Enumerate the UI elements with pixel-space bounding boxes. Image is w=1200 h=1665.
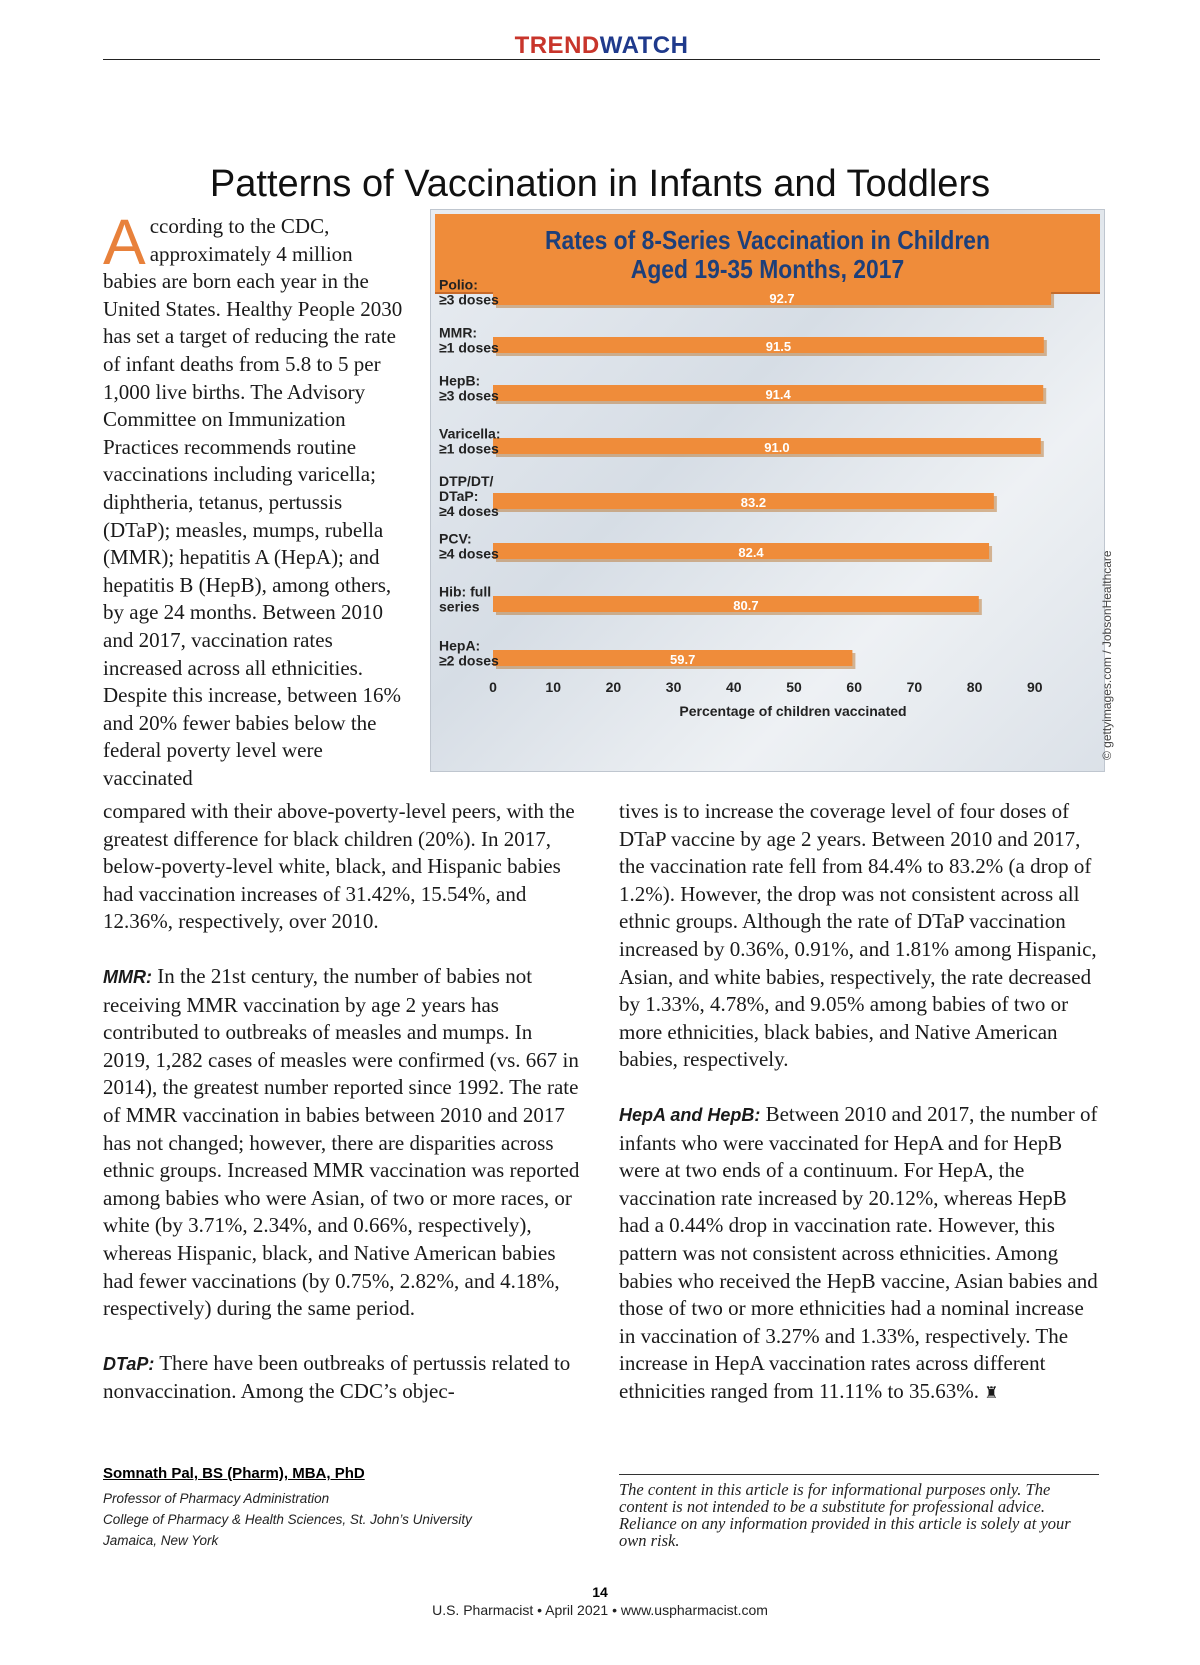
vaccination-bar-chart [430, 209, 1105, 772]
mmr-text: In the 21st century, the number of babies not receiving MMR vaccination by age 2 years has contributed to outbreaks of measles and mumps. In 2019, 1,282 cases of measles were confirmed (vs. 667 in 2014), the greatest number reported since 1992. The rate of MMR vaccination in babies between 2010 and 2017 has not changed; however, there are disparities across ethnic groups. Increased MMR vaccination was reported among babies who were Asian, of two or more races, or white (by 3.71%, 2.34%, and 0.66%, respectively), whereas Hispanic, black, and Native American babies had fewer vaccinations (by 0.75%, 2.82%, and 4.18%, respectively) during the same period. [103, 963, 580, 1321]
dtap-continued: tives is to increase the coverage level of four doses of DTaP vaccine by age 2 years. Between 2010 and 2017, the vaccination rate fell from 84.4% to 83.2% (a drop of 1.2%). However, the drop was not consistent across all ethnic groups. Although the rate of DTaP vaccination increased by 0.36%, 0.91%, and 1.81% among Hispanic, Asian, and white babies, respectively, the rate decreased by 1.33%, 4.78%, and 9.05% among babies of two or more ethnicities, black babies, and Native American babies, respectively. [619, 799, 1097, 1072]
category-label: ≥2 doses [439, 652, 499, 669]
intro-continued: compared with their above-poverty-level peers, with the greatest difference for black children (20%). In 2017, below-poverty-level white, black, and Hispanic babies had vaccination increases of 31.42%, 15.54%, and 12.36%, respectively, over 2010. [103, 799, 575, 934]
drop-cap: A [103, 206, 146, 278]
chart-title-line-2: Aged 19-35 Months, 2017 [630, 254, 905, 284]
hep-text: Between 2010 and 2017, the number of infants who were vaccinated for HepA and for HepB were at two ends of a continuum. For HepA, the vaccination rate increased by 20.12%, whereas HepB had a 0.44% drop in vaccination rate. However, this pattern was not consistent across ethnicities. Among babies who received the HepB vaccine, Asian babies and those of two or more ethnicities had a nominal increase in vaccination of 3.27% and 1.33%, respectively. The increase in HepA vaccination rates across different ethnicities ranged from 11.11% to 35.63%. [619, 1101, 1098, 1403]
x-tick-label: 70 [906, 679, 923, 695]
category-label: MMR: [439, 324, 478, 341]
image-credit: © gettyimages.com / JobsonHealthcare [1100, 550, 1114, 760]
x-tick-label: 20 [605, 679, 622, 695]
bar-value-label: 59.7 [670, 652, 696, 667]
author-name: Somnath Pal, BS (Pharm), MBA, PhD [103, 1465, 365, 1482]
x-axis-label: Percentage of children vaccinated [679, 703, 907, 719]
x-tick-label: 80 [966, 679, 983, 695]
x-tick-label: 60 [846, 679, 862, 695]
x-tick-label: 10 [545, 679, 561, 695]
brand-logo: TRENDWATCH [514, 32, 689, 59]
trendwatch-header [103, 30, 1100, 60]
category-label: series [439, 598, 480, 615]
category-label: DTP/DT/ [439, 473, 494, 489]
dtap-lead: DTaP: [103, 1353, 155, 1374]
mmr-section [103, 963, 581, 1323]
category-label: HepA: [439, 637, 481, 654]
bar-value-label: 83.2 [740, 495, 767, 510]
category-label: PCV: [439, 530, 472, 547]
mmr-lead: MMR: [103, 966, 152, 987]
left-column [103, 798, 581, 1433]
bar-value-label: 91.4 [765, 387, 791, 402]
bar-value-label: 91.5 [765, 339, 792, 354]
hep-lead: HepA and HepB: [619, 1104, 761, 1125]
end-mark-icon: ♜ [984, 1384, 999, 1402]
author-location: Jamaica, New York [103, 1533, 219, 1548]
intro-text: ccording to the CDC, approximately 4 million babies are born each year in the United States. Healthy People 2030 has set a target of reducing the rate of infant deaths from 5.8 to 5 per 1,000 live births. The Advisory Committee on Immunization Practices recommends routine vaccinations including varicella; diphtheria, tetanus, pertussis (DTaP); measles, mumps, rubella (MMR); hepatitis A (HepA); and hepatitis B (HepB), among others, by age 24 months. Between 2010 and 2017, vaccination rates increased across all ethnicities. Despite this increase, between 16% and 20% fewer babies below the federal poverty level were vaccinated [103, 214, 403, 790]
right-column [619, 798, 1099, 1434]
bar-value-label: 82.4 [738, 545, 764, 560]
chart-title-line-1: Rates of 8-Series Vaccination in Children [544, 225, 991, 255]
author-affiliation: College of Pharmacy & Health Sciences, St. John’s University [103, 1512, 472, 1527]
page-number: 14 [592, 1584, 608, 1600]
chart-plot [431, 210, 1104, 771]
bar-value-label: 91.0 [764, 440, 790, 455]
dtap-section [103, 1350, 581, 1406]
bar-value-label: 80.7 [733, 598, 759, 613]
x-tick-label: 30 [665, 679, 682, 695]
footer-line: U.S. Pharmacist • April 2021 • www.uspharmacist.com [432, 1602, 768, 1618]
header-rule [103, 59, 1100, 60]
dtap-text-left: There have been outbreaks of pertussis related to nonvaccination. Among the CDC’s objec- [103, 1350, 571, 1404]
category-label: ≥3 doses [439, 387, 499, 404]
category-label: Polio: [439, 276, 478, 293]
category-label: ≥1 doses [439, 339, 499, 356]
x-tick-label: 0 [489, 679, 497, 695]
category-label: ≥3 doses [439, 291, 499, 308]
category-label: ≥4 doses [439, 545, 499, 562]
category-label: ≥4 doses [439, 503, 499, 519]
category-label: ≥1 doses [439, 440, 499, 457]
x-tick-label: 40 [726, 679, 742, 695]
disclaimer: The content in this article is for informational purposes only. The content is not intended to be a substitute for professional advice. Reliance on any information provided in this article is solely at your own risk. [619, 1474, 1099, 1549]
category-label: HepB: [439, 372, 481, 389]
bar-value-label: 92.7 [769, 291, 795, 306]
x-tick-label: 50 [786, 679, 802, 695]
intro-column [103, 206, 408, 792]
hep-section [619, 1101, 1099, 1408]
category-label: Hib: full [439, 583, 492, 600]
author-title: Professor of Pharmacy Administration [103, 1491, 330, 1506]
category-label: Varicella: [439, 425, 501, 442]
category-label: DTaP: [439, 488, 479, 504]
page-title: Patterns of Vaccination in Infants and Toddlers [209, 163, 991, 206]
author-block [103, 1465, 573, 1551]
x-tick-label: 90 [1027, 679, 1043, 695]
